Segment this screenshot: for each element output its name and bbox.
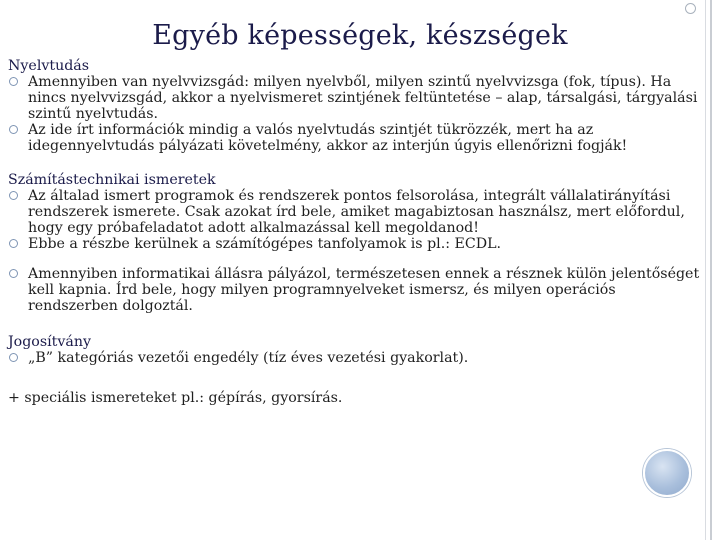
section-heading-nyelvtudas: Nyelvtudás [8,58,90,74]
corner-ring-decoration [685,3,696,14]
list-item [8,350,708,366]
decorative-circle [643,449,691,497]
extra-skills-line: + speciális ismereteket pl.: gépírás, gyorsírás. [8,390,343,406]
slide-right-border [710,0,712,540]
bullet-ring-icon [9,239,18,248]
list-item-text: Amennyiben informatikai állásra pályázol, természetesen ennek a résznek külön jelentőséget kell kapnia. Írd bele, hogy milyen programnyelveket ismersz, és milyen operációs rendszerben dolgoztál. [28,266,700,314]
list-item-text: Az ide írt információk mindig a valós nyelvtudás szintjét tükrözzék, mert ha az idegennyelvtudás pályázati követelmény, akkor az interjún úgyis ellenőrizni fogják! [28,122,628,154]
bullet-ring-icon [9,125,18,134]
bullet-ring-icon [9,191,18,200]
section-heading-szamitastechnika: Számítástechnikai ismeretek [8,172,216,188]
section-heading-jogositvany: Jogosítvány [8,334,91,350]
list-item-text: Ebbe a részbe kerülnek a számítógépes tanfolyamok is pl.: ECDL. [28,236,502,252]
slide-title: Egyéb képességek, készségek [152,20,568,52]
slide-content [8,58,708,406]
list-item-text: Amennyiben van nyelvvizsgád: milyen nyelvből, milyen szintű nyelvvizsga (fok, típus). Ha nincs nyelvvizsgád, akkor a nyelvismeret szintjének feltüntetése – alap, társalgási, tárgyalási szintű nyelvtudás. [28,74,698,122]
list-item [8,122,708,154]
bullet-ring-icon [9,353,18,362]
list-item [8,266,708,314]
list-item-text: Az általad ismert programok és rendszerek pontos felsorolása, integrált vállalatirányítási rendszerek ismerete. Csak azokat írd bele, amiket magabiztosan használsz, mert előfordul, hogy egy próbafeladatot adott alkalmazással kell megoldanod! [28,188,685,236]
list-item-text: „B” kategóriás vezetői engedély (tíz éves vezetési gyakorlat). [28,350,469,366]
list-item [8,74,708,122]
bullet-ring-icon [9,269,18,278]
list-item [8,236,708,252]
bullet-ring-icon [9,77,18,86]
list-item [8,188,708,236]
